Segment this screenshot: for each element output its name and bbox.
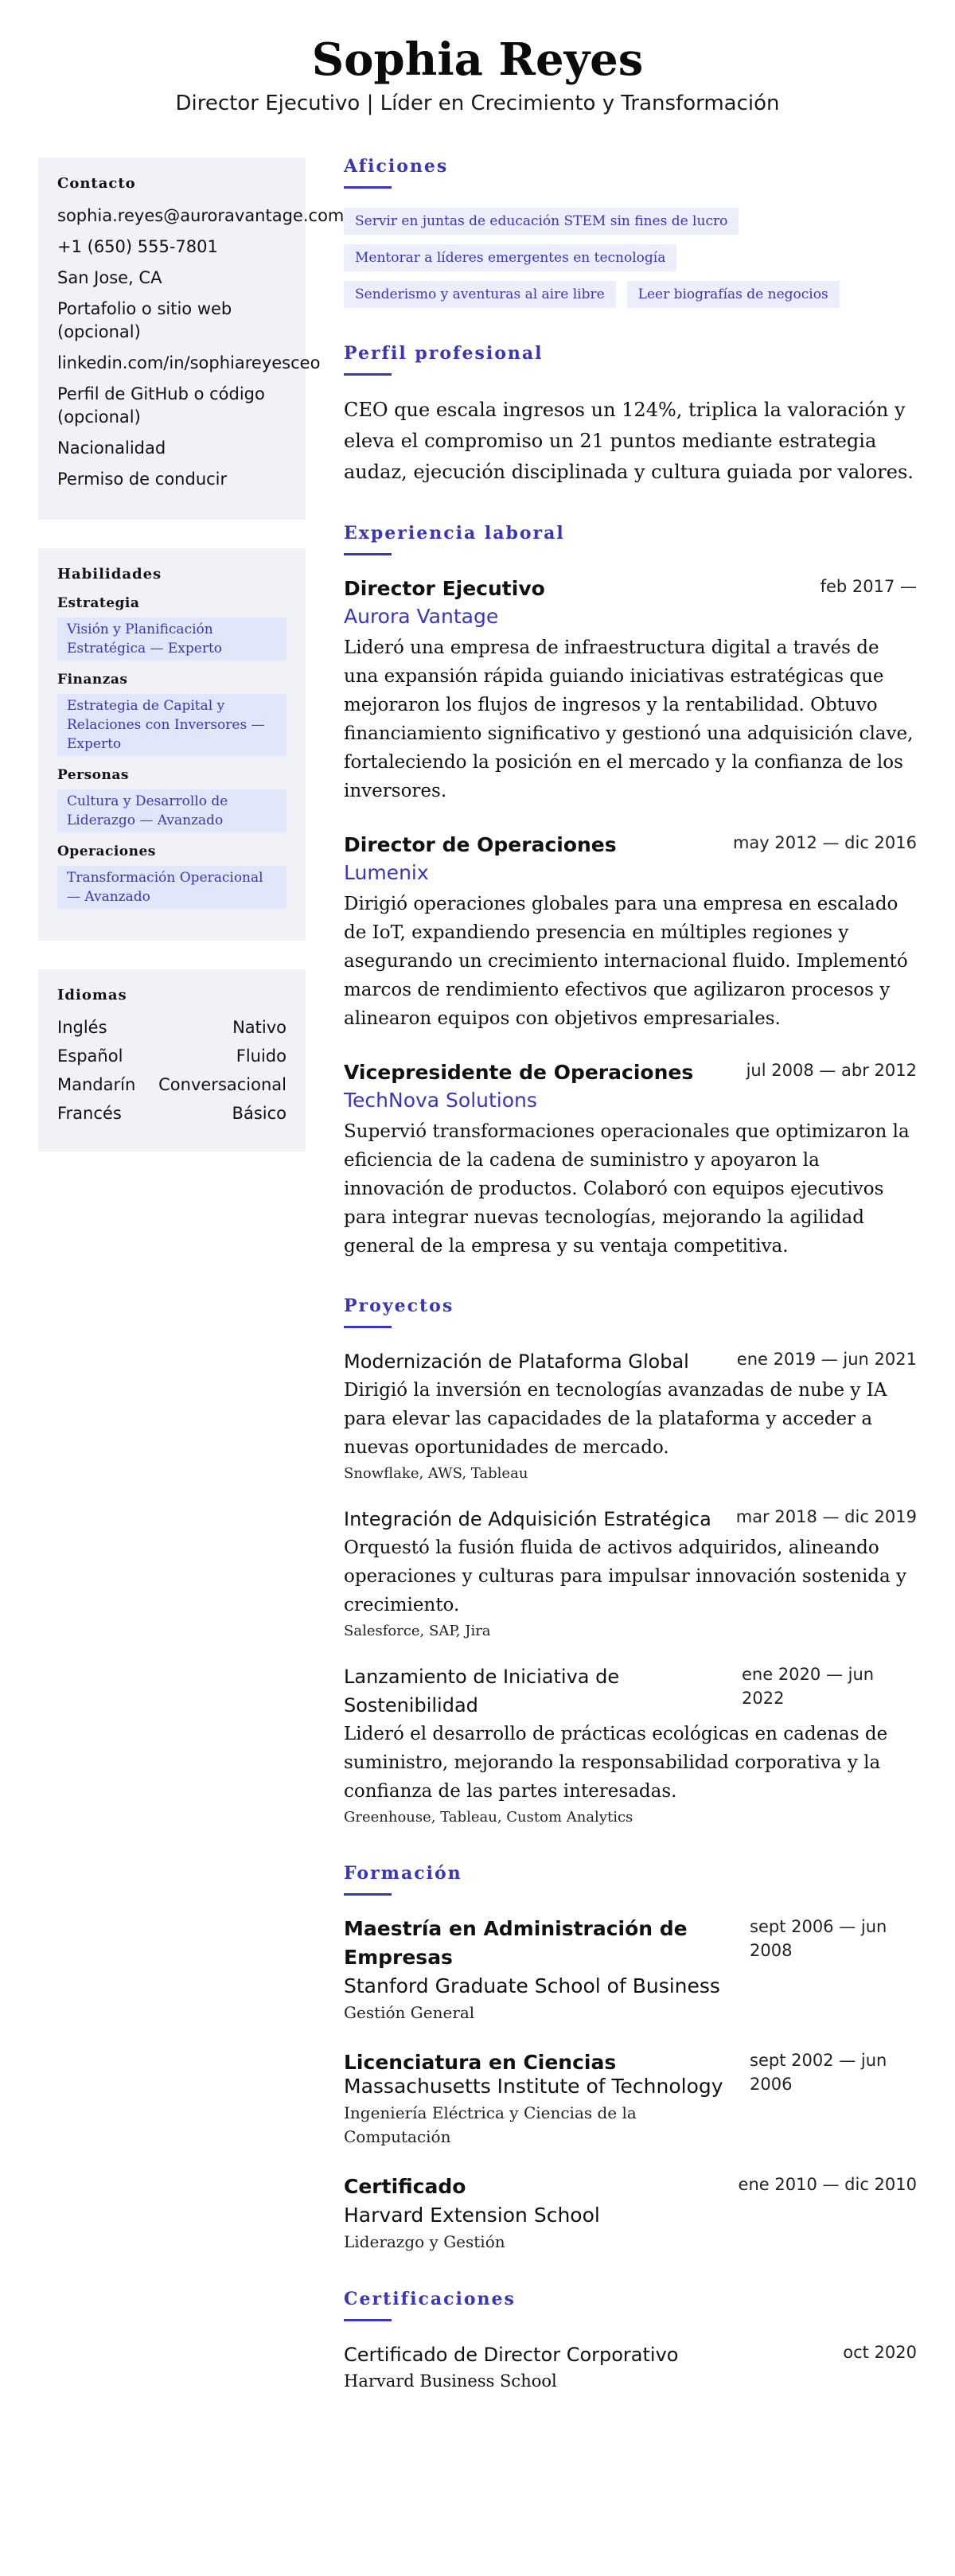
language-name: Español [57, 1046, 123, 1066]
job-description: Lideró una empresa de infraestructura digital a través de una expansión rápida guiando iniciativas estratégicas que mejoraron los flujos de ingresos y la rentabilidad. Obtuvo financiamiento significativo y gestionó una adquisición clave, fortaleciendo la posición en el mercado y la confianza de los inversores. [344, 637, 914, 801]
skill-group-name: Personas [57, 767, 129, 783]
job-dates: jul 2008 — abr 2012 [746, 1061, 917, 1080]
skill-chip: Cultura y Desarrollo de Liderazgo — Avanzado [57, 789, 286, 832]
skill-group [57, 595, 286, 661]
section-title: Perfil profesional [344, 343, 544, 364]
experience-section [344, 523, 917, 1261]
education-dates: sept 2006 — jun 2008 [750, 1917, 887, 1960]
main-content [344, 156, 917, 2428]
language-row [57, 1074, 286, 1097]
skills-card [38, 548, 306, 941]
contact-github: Perfil de GitHub o código (opcional) [57, 384, 265, 427]
contact-nationality: Nacionalidad [57, 438, 166, 458]
hobby-tag: Servir en juntas de educación STEM sin fines de lucro [344, 208, 739, 235]
hobby-tag: Leer biografías de negocios [627, 281, 840, 308]
language-row [57, 1016, 286, 1039]
project-entry [344, 1662, 917, 1828]
section-divider [344, 373, 392, 376]
section-title: Certificaciones [344, 2289, 516, 2309]
language-name: Mandarín [57, 1075, 136, 1094]
project-description: Lideró el desarrollo de prácticas ecológicas en cadenas de suministro, mejorando la responsabilidad corporativa y la confianza de las partes interesadas. [344, 1724, 888, 1802]
resume-header [0, 0, 955, 118]
certification-date: oct 2020 [843, 2343, 917, 2362]
profile-section [344, 343, 917, 488]
job-company: Aurora Vantage [344, 605, 499, 628]
section-title: Aficiones [344, 156, 449, 177]
project-tech: Snowflake, AWS, Tableau [344, 1465, 528, 1482]
education-field: Gestión General [344, 2003, 475, 2022]
contact-linkedin[interactable]: linkedin.com/in/sophiareyesceo [57, 353, 321, 372]
job-company: Lumenix [344, 861, 429, 884]
language-row [57, 1045, 286, 1068]
certification-entry [344, 2340, 917, 2393]
education-field: Ingeniería Eléctrica y Ciencias de la Computación [344, 2103, 637, 2146]
certifications-section [344, 2289, 917, 2393]
education-entry [344, 2173, 917, 2254]
project-tech: Salesforce, SAP, Jira [344, 1623, 491, 1639]
hobby-tag: Mentorar a líderes emergentes en tecnología [344, 244, 676, 271]
project-title: Integración de Adquisición Estratégica [344, 1508, 711, 1530]
languages-card [38, 969, 306, 1152]
education-school: Massachusetts Institute of Technology [344, 2075, 723, 2098]
job-dates: feb 2017 — [820, 577, 917, 596]
section-divider [344, 1893, 392, 1896]
contact-title: Contacto [57, 175, 136, 192]
job-description: Dirigió operaciones globales para una empresa en escalado de IoT, expandiendo presencia en múltiples regiones y asegurando un crecimiento internacional fluido. Implementó marcos de rendimiento efectivos que agilizaron procesos y alinearon equipos con objetivos empresariales. [344, 894, 908, 1029]
sidebar [38, 158, 345, 1180]
project-dates: mar 2018 — dic 2019 [735, 1507, 917, 1526]
section-divider [344, 2319, 392, 2321]
language-name: Francés [57, 1104, 122, 1123]
education-entry [344, 1915, 917, 2025]
language-level: Básico [232, 1104, 286, 1123]
skill-group-name: Operaciones [57, 844, 156, 859]
education-entry [344, 2048, 917, 2149]
project-description: Orquestó la fusión fluida de activos adquiridos, alineando operaciones y culturas para impulsar innovación sostenida y crecimiento. [344, 1537, 907, 1615]
contact-driving-license: Permiso de conducir [57, 470, 228, 489]
skill-group-name: Estrategia [57, 595, 140, 611]
education-degree: Maestría en Administración de Empresas [344, 1917, 688, 1969]
language-name: Inglés [57, 1018, 107, 1037]
profile-summary: CEO que escala ingresos un 124%, triplica la valoración y eleva el compromiso un 21 puntos mediante estrategia audaz, ejecución disciplinada y cultura guiada por valores. [344, 399, 914, 483]
contact-email[interactable]: sophia.reyes@auroravantage.com [57, 206, 345, 225]
contact-portfolio: Portafolio o sitio web (opcional) [57, 299, 232, 341]
project-title: Modernización de Plataforma Global [344, 1350, 689, 1373]
job-title: Director de Operaciones [344, 833, 617, 856]
certification-issuer: Harvard Business School [344, 2371, 557, 2391]
job-entry [344, 1058, 917, 1261]
skills-title: Habilidades [57, 566, 162, 583]
project-description: Dirigió la inversión en tecnologías avanzadas de nube y IA para elevar las capacidades de la plataforma y acceder a nuevas oportunidades de mercado. [344, 1380, 887, 1458]
project-dates: ene 2019 — jun 2021 [736, 1350, 917, 1369]
languages-title: Idiomas [57, 987, 127, 1004]
job-description: Supervió transformaciones operacionales que optimizaron la eficiencia de la cadena de suministro y apoyaron la innovación de productos. Colaboró con equipos ejecutivos para integrar nuevas tecnologías, mejorando la agilidad general de la empresa y su ventaja competitiva. [344, 1121, 910, 1257]
person-tagline: Director Ejecutivo | Líder en Crecimiento y Transformación [175, 92, 780, 115]
project-title: Lanzamiento de Iniciativa de Sostenibilidad [344, 1666, 620, 1717]
projects-section [344, 1296, 917, 1828]
contact-location: San Jose, CA [57, 268, 162, 287]
education-dates: ene 2010 — dic 2010 [738, 2175, 917, 2194]
job-title: Director Ejecutivo [344, 577, 545, 600]
hobby-tag: Senderismo y aventuras al aire libre [344, 281, 616, 308]
contact-phone[interactable]: +1 (650) 555-7801 [57, 237, 218, 256]
skill-group [57, 767, 286, 832]
skill-chip: Estrategia de Capital y Relaciones con Inversores — Experto [57, 694, 286, 756]
language-level: Conversacional [158, 1075, 286, 1094]
job-company: TechNova Solutions [344, 1089, 537, 1112]
education-degree: Licenciatura en Ciencias [344, 2051, 617, 2074]
section-title: Proyectos [344, 1296, 454, 1316]
job-entry [344, 831, 917, 1033]
job-dates: may 2012 — dic 2016 [732, 833, 917, 852]
section-title: Formación [344, 1863, 462, 1884]
hobby-tags [344, 208, 917, 308]
skill-group [57, 844, 286, 909]
skill-chip: Transformación Operacional — Avanzado [57, 866, 286, 909]
job-entry [344, 575, 917, 805]
skill-group-name: Finanzas [57, 672, 128, 688]
language-level: Fluido [236, 1046, 286, 1066]
education-school: Harvard Extension School [344, 2204, 600, 2227]
job-title: Vicepresidente de Operaciones [344, 1061, 694, 1084]
education-school: Stanford Graduate School of Business [344, 1974, 720, 1997]
section-title: Experiencia laboral [344, 523, 565, 544]
section-divider [344, 186, 392, 189]
language-row [57, 1102, 286, 1125]
language-level: Nativo [232, 1018, 286, 1037]
project-entry [344, 1347, 917, 1484]
hobbies-section [344, 156, 917, 308]
person-name: Sophia Reyes [311, 33, 644, 86]
contact-card [38, 158, 345, 520]
education-field: Liderazgo y Gestión [344, 2232, 505, 2251]
project-tech: Greenhouse, Tableau, Custom Analytics [344, 1809, 633, 1826]
skill-chip: Visión y Planificación Estratégica — Experto [57, 618, 286, 661]
section-divider [344, 553, 392, 555]
project-dates: ene 2020 — jun 2022 [742, 1665, 875, 1708]
education-dates: sept 2002 — jun 2006 [750, 2051, 887, 2094]
project-entry [344, 1505, 917, 1642]
skill-group [57, 672, 286, 756]
section-divider [344, 1326, 392, 1328]
certification-title: Certificado de Director Corporativo [344, 2344, 679, 2366]
education-degree: Certificado [344, 2175, 466, 2198]
education-section [344, 1863, 917, 2254]
